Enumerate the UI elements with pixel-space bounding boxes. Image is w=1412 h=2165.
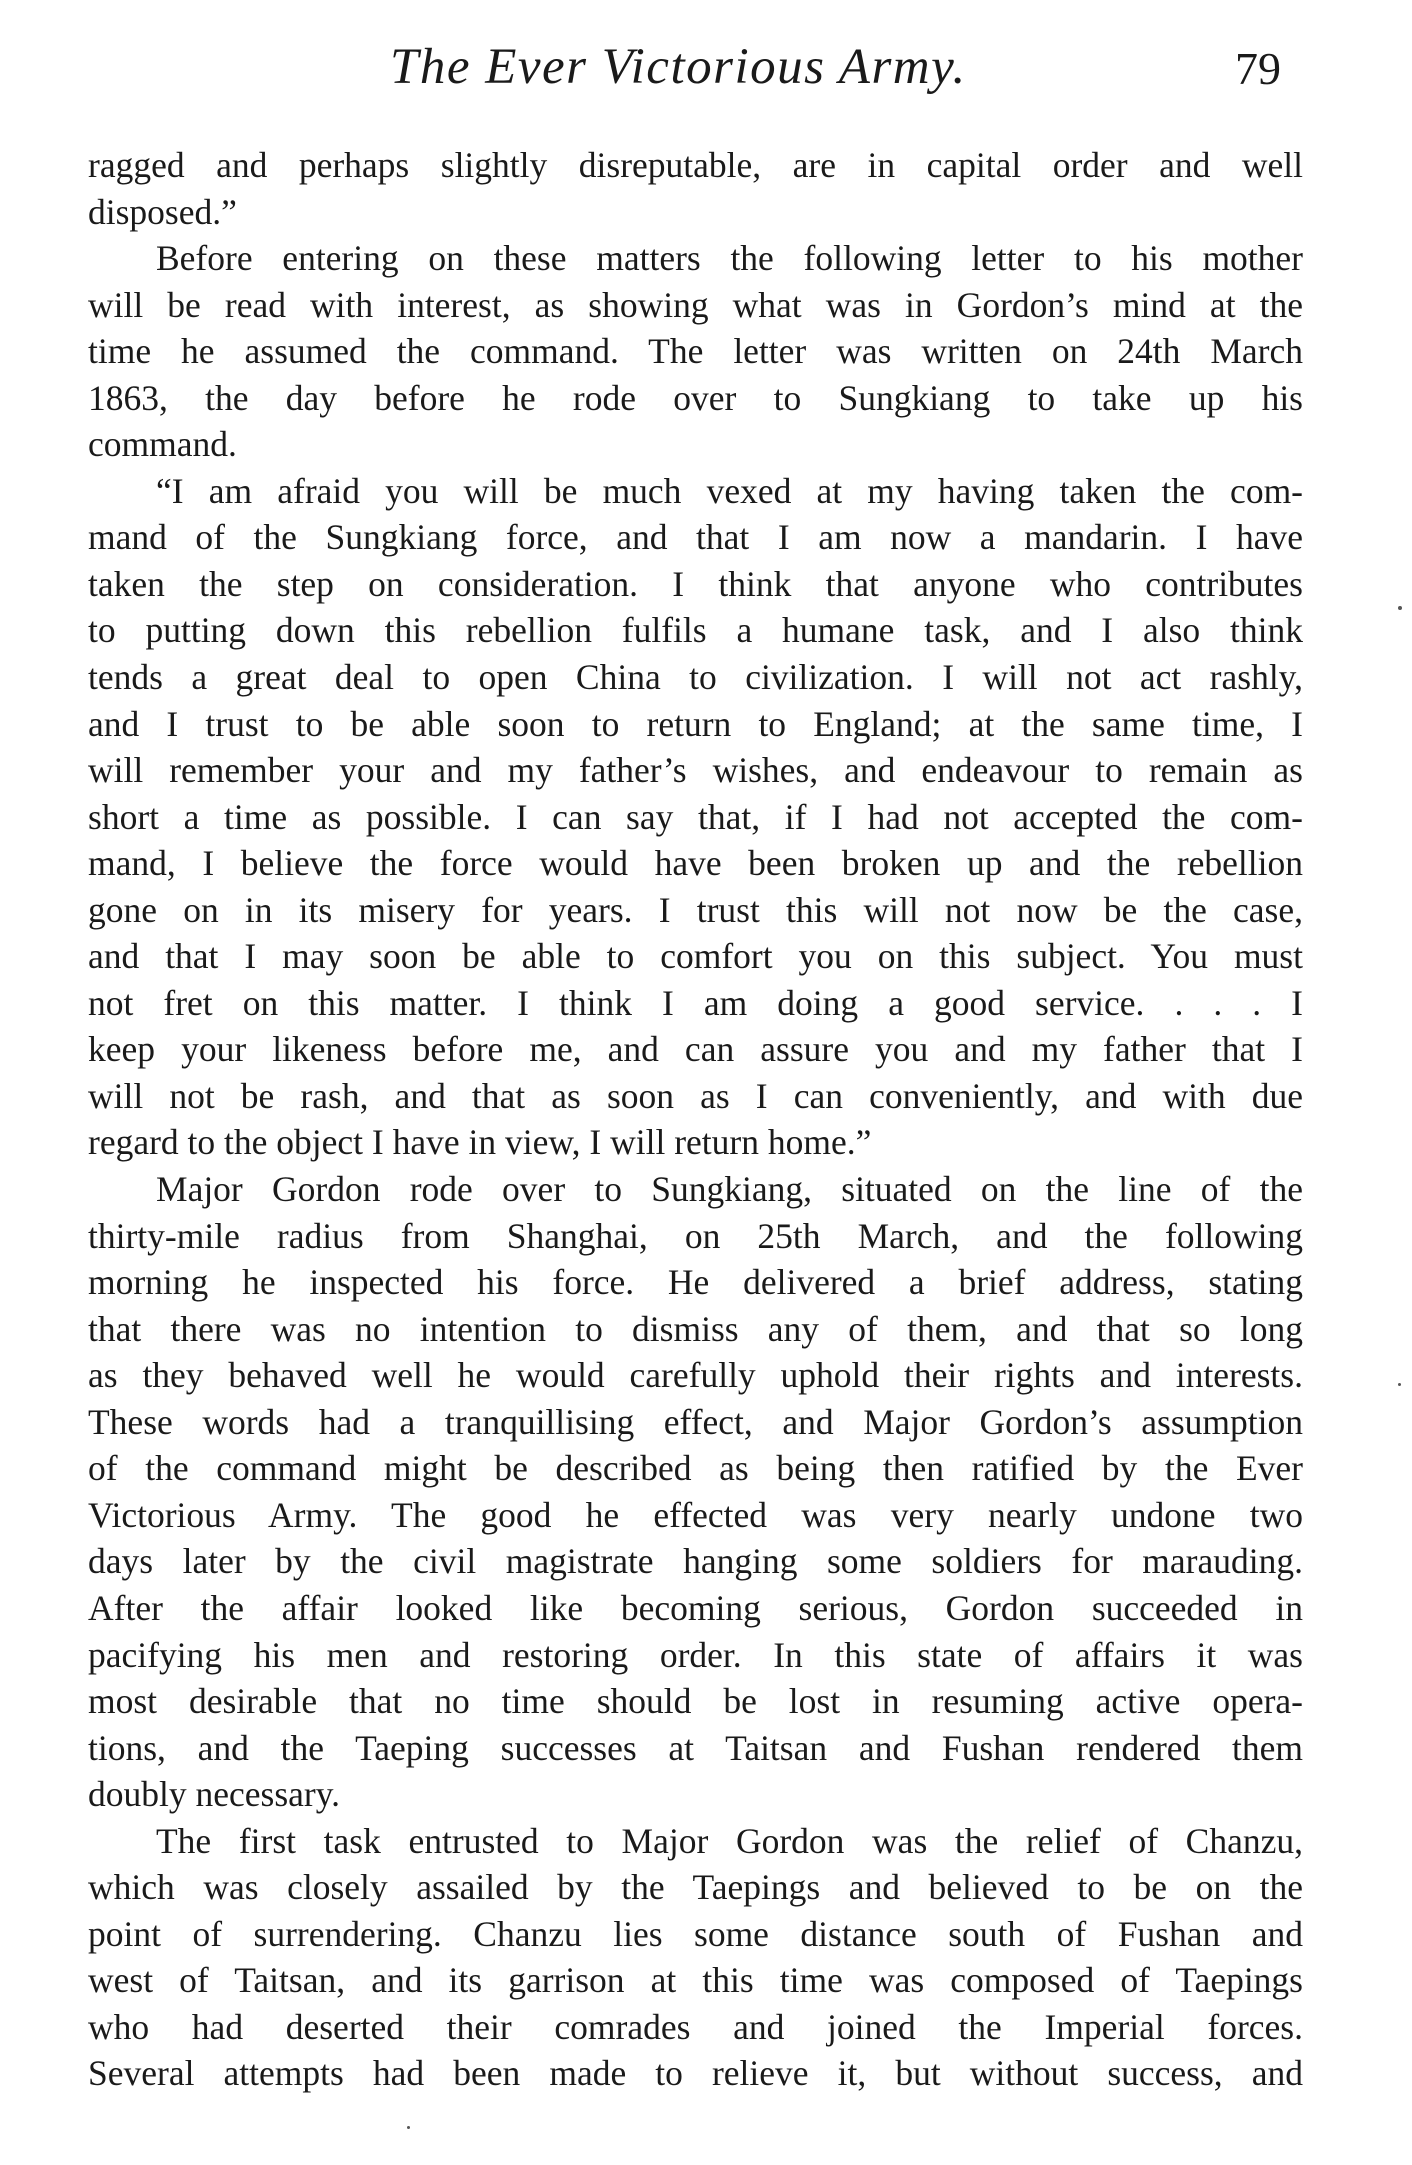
text-line: thirty-mile radius from Shanghai, on 25th March, and the following (88, 1215, 1303, 1256)
ink-speck (1398, 606, 1402, 610)
text-line: Before entering on these matters the following letter to his mother (156, 238, 1303, 279)
text-line: command. (88, 424, 237, 465)
text-line: Several attempts had been made to relieve it, but without success, and (88, 2053, 1303, 2094)
text-line: not fret on this matter. I think I am doing a good service. . . . I (88, 982, 1303, 1023)
text-line: time he assumed the command. The letter was written on 24th March (88, 331, 1303, 372)
text-line: Major Gordon rode over to Sungkiang, situated on the line of the (156, 1169, 1303, 1210)
text-line: to putting down this rebellion fulfils a humane task, and I also think (88, 610, 1303, 651)
text-line: as they behaved well he would carefully uphold their rights and interests. (88, 1355, 1303, 1396)
text-line: will remember your and my father’s wishes, and endeavour to remain as (88, 750, 1303, 791)
text-line: keep your likeness before me, and can assure you and my father that I (88, 1029, 1303, 1070)
text-line: short a time as possible. I can say that, if I had not accepted the com- (88, 796, 1303, 837)
text-line: tions, and the Taeping successes at Taitsan and Fushan rendered them (88, 1727, 1303, 1768)
text-line: gone on in its misery for years. I trust this will not now be the case, (88, 889, 1303, 930)
text-line: Victorious Army. The good he effected was very nearly undone two (88, 1494, 1303, 1535)
text-line: “I am afraid you will be much vexed at my having taken the com- (156, 470, 1303, 511)
text-line: of the command might be described as being then ratified by the Ever (88, 1448, 1303, 1489)
running-head (0, 38, 1412, 108)
text-line: disposed.” (88, 191, 237, 232)
text-line: point of surrendering. Chanzu lies some distance south of Fushan and (88, 1913, 1303, 1954)
text-line: that there was no intention to dismiss any of them, and that so long (88, 1308, 1303, 1349)
text-line: days later by the civil magistrate hanging some soldiers for marauding. (88, 1541, 1303, 1582)
body-text (88, 142, 1303, 2097)
ink-speck (407, 2126, 410, 2129)
text-line: These words had a tranquillising effect, and Major Gordon’s assumption (88, 1401, 1303, 1442)
text-line: morning he inspected his force. He delivered a brief address, stating (88, 1262, 1303, 1303)
text-line: mand, I believe the force would have been broken up and the rebellion (88, 843, 1303, 884)
text-line: mand of the Sungkiang force, and that I am now a mandarin. I have (88, 517, 1303, 558)
text-line: and I trust to be able soon to return to England; at the same time, I (88, 703, 1303, 744)
text-line: regard to the object I have in view, I will return home.” (88, 1122, 872, 1163)
text-line: will be read with interest, as showing what was in Gordon’s mind at the (88, 284, 1303, 325)
text-line: most desirable that no time should be lost in resuming active opera- (88, 1681, 1303, 1722)
text-line: and that I may soon be able to comfort you on this subject. You must (88, 936, 1303, 977)
running-title: The Ever Victorious Army. (390, 39, 967, 95)
text-line: ragged and perhaps slightly disreputable, are in capital order and well (88, 145, 1303, 185)
text-line: which was closely assailed by the Taepings and believed to be on the (88, 1867, 1303, 1908)
text-line: taken the step on consideration. I think that anyone who contributes (88, 563, 1303, 604)
text-line: The first task entrusted to Major Gordon was the relief of Chanzu, (156, 1820, 1303, 1861)
text-line: 1863, the day before he rode over to Sungkiang to take up his (88, 377, 1303, 418)
text-line: pacifying his men and restoring order. In this state of affairs it was (88, 1634, 1303, 1675)
page-number: 79 (1235, 43, 1281, 94)
text-line: After the affair looked like becoming serious, Gordon succeeded in (88, 1587, 1303, 1628)
ink-speck (1398, 1383, 1401, 1386)
text-line: tends a great deal to open China to civilization. I will not act rashly, (88, 657, 1303, 698)
text-line: will not be rash, and that as soon as I can conveniently, and with due (88, 1075, 1303, 1116)
text-line: doubly necessary. (88, 1774, 341, 1815)
text-line: west of Taitsan, and its garrison at this time was composed of Taepings (88, 1960, 1303, 2001)
text-line: who had deserted their comrades and joined the Imperial forces. (88, 2006, 1303, 2047)
